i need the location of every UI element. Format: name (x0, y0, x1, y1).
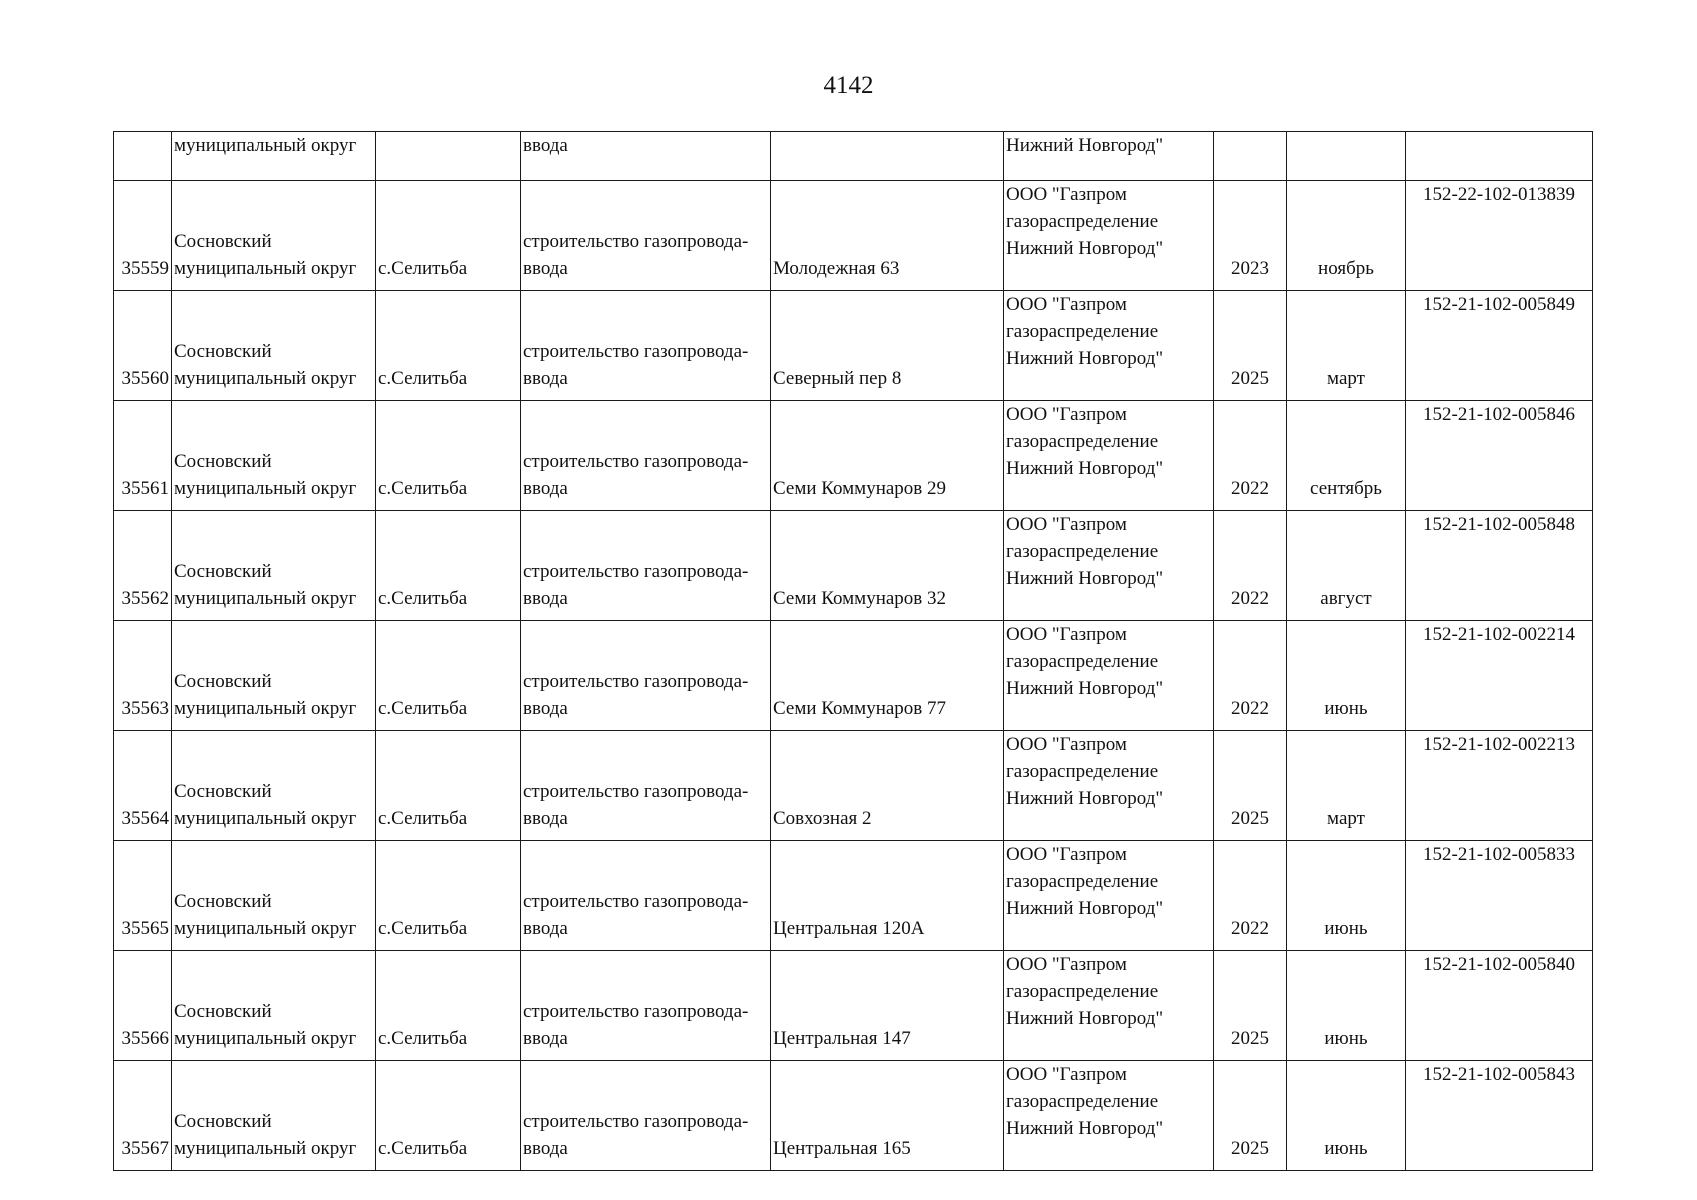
cell-year: 2022 (1214, 621, 1287, 731)
table-row (114, 401, 1593, 511)
cell-year: 2022 (1214, 401, 1287, 511)
cell-settlement: с.Селитьба (376, 951, 521, 1061)
cell-year: 2025 (1214, 291, 1287, 401)
cell-org: ООО "Газпром газораспределение Нижний Новгород" (1004, 181, 1214, 291)
cell-district: муниципальный округ (172, 132, 376, 181)
cell-month: март (1287, 731, 1406, 841)
cell-settlement: с.Селитьба (376, 181, 521, 291)
cell-month: июнь (1287, 1061, 1406, 1171)
cell-month: июнь (1287, 841, 1406, 951)
cell-code (1406, 132, 1593, 181)
cell-settlement: с.Селитьба (376, 621, 521, 731)
cell-org: Нижний Новгород" (1004, 132, 1214, 181)
table-row (114, 731, 1593, 841)
cell-district: Сосновский муниципальный округ (172, 951, 376, 1061)
table-row (114, 621, 1593, 731)
table-row (114, 181, 1593, 291)
cell-district: Сосновский муниципальный округ (172, 621, 376, 731)
cell-code: 152-22-102-013839 (1406, 181, 1593, 291)
cell-month: июнь (1287, 621, 1406, 731)
cell-num: 35559 (114, 181, 172, 291)
cell-month: август (1287, 511, 1406, 621)
cell-code: 152-21-102-005846 (1406, 401, 1593, 511)
cell-month: март (1287, 291, 1406, 401)
cell-work: ввода (521, 132, 771, 181)
cell-address: Центральная 120А (771, 841, 1004, 951)
cell-org: ООО "Газпром газораспределение Нижний Новгород" (1004, 1061, 1214, 1171)
table-row (114, 1061, 1593, 1171)
cell-work: строительство газопровода- ввода (521, 951, 771, 1061)
cell-district: Сосновский муниципальный округ (172, 401, 376, 511)
cell-work: строительство газопровода- ввода (521, 181, 771, 291)
cell-work: строительство газопровода- ввода (521, 841, 771, 951)
cell-address: Северный пер 8 (771, 291, 1004, 401)
cell-district: Сосновский муниципальный округ (172, 731, 376, 841)
cell-year: 2023 (1214, 181, 1287, 291)
cell-org: ООО "Газпром газораспределение Нижний Новгород" (1004, 841, 1214, 951)
cell-code: 152-21-102-005848 (1406, 511, 1593, 621)
cell-num: 35560 (114, 291, 172, 401)
table-row (114, 291, 1593, 401)
cell-month: сентябрь (1287, 401, 1406, 511)
cell-district: Сосновский муниципальный округ (172, 1061, 376, 1171)
cell-num (114, 132, 172, 181)
gasification-table (113, 131, 1593, 1171)
cell-address: Совхозная 2 (771, 731, 1004, 841)
cell-work: строительство газопровода- ввода (521, 291, 771, 401)
cell-month: ноябрь (1287, 181, 1406, 291)
cell-org: ООО "Газпром газораспределение Нижний Новгород" (1004, 621, 1214, 731)
cell-num: 35566 (114, 951, 172, 1061)
cell-num: 35564 (114, 731, 172, 841)
cell-year: 2025 (1214, 731, 1287, 841)
cell-settlement: с.Селитьба (376, 731, 521, 841)
continuation-row (114, 132, 1593, 181)
cell-year: 2022 (1214, 841, 1287, 951)
cell-num: 35562 (114, 511, 172, 621)
cell-work: строительство газопровода- ввода (521, 731, 771, 841)
cell-address: Центральная 165 (771, 1061, 1004, 1171)
table-row (114, 511, 1593, 621)
cell-org: ООО "Газпром газораспределение Нижний Новгород" (1004, 511, 1214, 621)
cell-code: 152-21-102-002214 (1406, 621, 1593, 731)
cell-num: 35563 (114, 621, 172, 731)
table-row (114, 951, 1593, 1061)
cell-work: строительство газопровода- ввода (521, 621, 771, 731)
cell-org: ООО "Газпром газораспределение Нижний Новгород" (1004, 731, 1214, 841)
cell-year (1214, 132, 1287, 181)
cell-settlement: с.Селитьба (376, 511, 521, 621)
cell-settlement: с.Селитьба (376, 401, 521, 511)
cell-num: 35561 (114, 401, 172, 511)
cell-settlement: с.Селитьба (376, 1061, 521, 1171)
cell-work: строительство газопровода- ввода (521, 511, 771, 621)
cell-code: 152-21-102-005843 (1406, 1061, 1593, 1171)
cell-code: 152-21-102-005849 (1406, 291, 1593, 401)
cell-code: 152-21-102-005833 (1406, 841, 1593, 951)
cell-district: Сосновский муниципальный округ (172, 181, 376, 291)
cell-address (771, 132, 1004, 181)
cell-year: 2022 (1214, 511, 1287, 621)
cell-address: Семи Коммунаров 32 (771, 511, 1004, 621)
cell-settlement (376, 132, 521, 181)
cell-work: строительство газопровода- ввода (521, 401, 771, 511)
table-row (114, 841, 1593, 951)
cell-year: 2025 (1214, 1061, 1287, 1171)
cell-code: 152-21-102-005840 (1406, 951, 1593, 1061)
cell-month (1287, 132, 1406, 181)
cell-org: ООО "Газпром газораспределение Нижний Новгород" (1004, 951, 1214, 1061)
cell-district: Сосновский муниципальный округ (172, 291, 376, 401)
cell-work: строительство газопровода- ввода (521, 1061, 771, 1171)
cell-month: июнь (1287, 951, 1406, 1061)
cell-code: 152-21-102-002213 (1406, 731, 1593, 841)
cell-address: Молодежная 63 (771, 181, 1004, 291)
cell-settlement: с.Селитьба (376, 291, 521, 401)
cell-address: Семи Коммунаров 77 (771, 621, 1004, 731)
cell-org: ООО "Газпром газораспределение Нижний Новгород" (1004, 291, 1214, 401)
cell-org: ООО "Газпром газораспределение Нижний Новгород" (1004, 401, 1214, 511)
cell-settlement: с.Селитьба (376, 841, 521, 951)
page-number: 4142 (823, 72, 874, 99)
cell-address: Центральная 147 (771, 951, 1004, 1061)
cell-district: Сосновский муниципальный округ (172, 511, 376, 621)
cell-num: 35567 (114, 1061, 172, 1171)
cell-year: 2025 (1214, 951, 1287, 1061)
cell-num: 35565 (114, 841, 172, 951)
cell-address: Семи Коммунаров 29 (771, 401, 1004, 511)
cell-district: Сосновский муниципальный округ (172, 841, 376, 951)
